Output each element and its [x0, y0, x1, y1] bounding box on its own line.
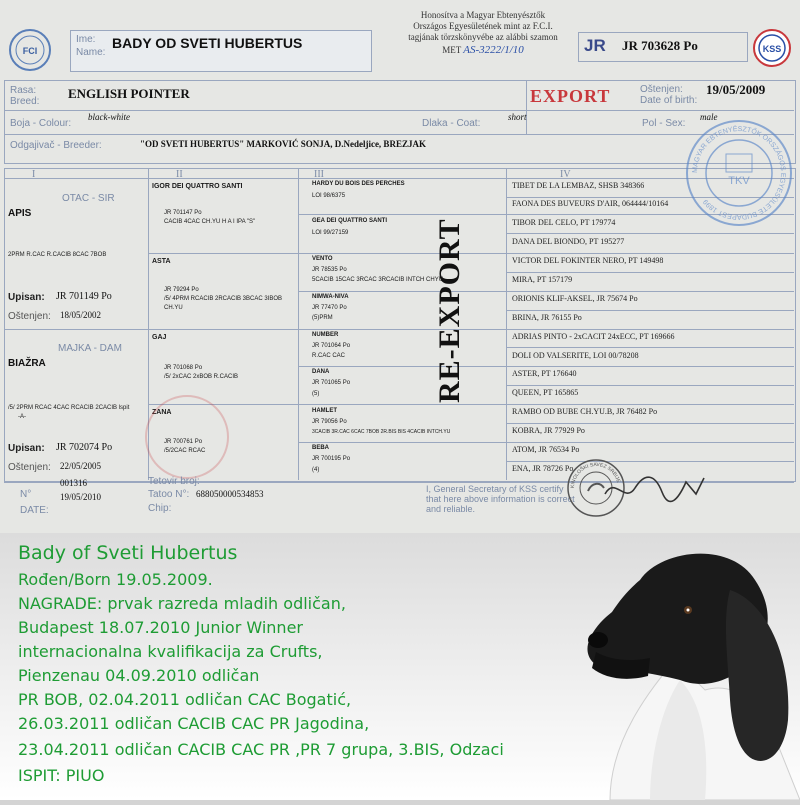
description-line-2: NAGRADE: prvak razreda mladih odličan,	[18, 594, 346, 613]
dam-date: 22/05/2005	[60, 461, 102, 471]
c4-11: QUEEN, PT 165865	[512, 388, 579, 397]
c3-4-titles: R.CAC CAC	[312, 353, 346, 359]
c4-3: DANA DEL BIONDO, PT 195277	[512, 237, 625, 246]
c3-2-titles: 5CACIB 15CAC 3RCAC 3RCACIB INTCH CHYU	[312, 277, 444, 283]
description-line-7: 26.03.2011 odličan CACIB CAC PR Jagodina,	[18, 714, 370, 733]
chip-label: Chip:	[148, 503, 172, 514]
c3-7-name: BEBA	[312, 445, 330, 451]
c4-13: KOBRA, JR 77929 Po	[512, 426, 585, 435]
re-export-stamp: RE-EXPORT	[433, 218, 466, 403]
dgs-titles: /5/ 2xCAC 2xBOB R.CACIB	[164, 374, 239, 380]
c3-6-titles: 3CACIB 3R.CAC 6CAC 7BOB 2R.BIS BIS 4CACIB INTCH.YU	[312, 429, 451, 435]
gs-name: IGOR DEI QUATTRO SANTI	[152, 183, 243, 190]
dob-value: 19/05/2009	[706, 82, 766, 97]
c4-2: TIBOR DEL CELO, PT 179774	[512, 218, 616, 227]
col-header-2: II	[176, 169, 183, 180]
met-number: AS-3222/1/10	[463, 44, 524, 56]
odgajivac-label: Odgajivač - Breeder:	[10, 140, 102, 151]
boja-label: Boja - Colour:	[10, 118, 72, 129]
description-line-4: internacionalna kvalifikacija za Crufts,	[18, 642, 323, 661]
date-value: 19/05/2010	[60, 492, 102, 502]
c4-15: ENA, JR 78726 Po	[512, 464, 574, 473]
signature	[600, 470, 710, 510]
jr-prefix: JR	[584, 36, 606, 55]
tetovir-label: Tetovir broj:	[148, 476, 200, 487]
description-line-5: Pienzenau 04.09.2010 odličan	[18, 666, 260, 685]
c4-6: ORIONIS KLIF-AKSEL, JR 75674 Po	[512, 294, 638, 303]
rasa-label: Rasa:	[10, 85, 37, 96]
hungary-line2: Országos Egyesületének mint az F.C.I.	[413, 21, 553, 31]
no-label: N°	[20, 489, 32, 500]
sire-upisan-label: Upisan:	[8, 292, 45, 303]
c4-7: BRINA, JR 76155 Po	[512, 313, 582, 322]
c3-3-titles: (5)PRM	[312, 315, 333, 321]
c3-3-name: NIMWA-NIVA	[312, 294, 349, 300]
c4-14: ATOM, JR 76534 Po	[512, 445, 580, 454]
svg-text:TKV: TKV	[728, 175, 750, 187]
c3-1-name: GEA DEI QUATTRO SANTI	[312, 218, 387, 224]
no-value: 001316	[60, 478, 87, 488]
dgd-reg: JR 700761 Po	[164, 439, 203, 445]
dgd-titles: /5/2CAC RCAC	[164, 448, 206, 454]
c3-2-reg: JR 78535 Po	[312, 267, 347, 273]
hungarian-stamp	[684, 118, 794, 228]
c3-5-titles: (5)	[312, 391, 320, 397]
dam-reg: JR 702074 Po	[56, 442, 113, 453]
hungary-note	[388, 10, 578, 56]
description-line-9: ISPIT: PIUO	[18, 766, 105, 785]
c4-10: ASTER, PT 176640	[512, 369, 577, 378]
breeder-value: "OD SVETI HUBERTUS" MARKOVIĆ SONJA, D.Nedeljice, BREZJAK	[140, 139, 426, 149]
certify-line3: and reliable.	[426, 504, 476, 514]
dgs-reg: JR 701068 Po	[164, 365, 203, 371]
dam-label: MAJKA - DAM	[58, 343, 122, 354]
date-label: DATE:	[20, 505, 49, 516]
c4-0: TIBET DE LA LEMBAZ, SHSB 348366	[512, 181, 645, 190]
c3-0-name: HARDY DU BOIS DES PERCHES	[312, 181, 405, 187]
gs-titles: CACIB 4CAC CH.YU H A I IPA "S"	[164, 219, 256, 225]
sire-osten-label: Oštenjen:	[8, 311, 51, 322]
c4-9: DOLI OD VALSERITE, LOI 00/78208	[512, 351, 639, 360]
sire-name: APIS	[8, 208, 32, 219]
ime-label: Ime:	[76, 34, 96, 45]
c3-5-reg: JR 701065 Po	[312, 380, 351, 386]
dob-label: Date of birth:	[640, 95, 698, 106]
dam-name: BIAŽRA	[8, 358, 46, 369]
c4-1: FAONA DES BUVEURS D'AIR, 064444/10164	[512, 199, 669, 208]
col-header-1: I	[32, 169, 36, 180]
otenjen-label: Oštenjen:	[640, 84, 683, 95]
col-header-4: IV	[560, 169, 571, 180]
dam-titles: /5/ 2PRM RCAC 4CAC RCACIB 2CACIB lspit	[8, 405, 130, 411]
gs-reg: JR 701147 Po	[164, 210, 202, 216]
c4-5: MIRA, PT 157179	[512, 275, 573, 284]
breed-label: Breed:	[10, 96, 40, 107]
breed-value: ENGLISH POINTER	[68, 86, 190, 101]
gd-extra: CH.YU	[164, 305, 183, 311]
dam-osten-label: Oštenjen:	[8, 462, 51, 473]
dgd-name: ZANA	[152, 409, 172, 416]
c4-4: VICTOR DEL FOKINTER NERO, PT 149498	[512, 256, 664, 265]
sex-value: male	[700, 112, 718, 122]
gd-reg: JR 79294 Po	[164, 287, 199, 293]
fci-logo	[8, 28, 52, 72]
export-stamp: EXPORT	[530, 86, 611, 106]
tattoo-label: Tatoo N°:	[148, 489, 190, 500]
description-line-6: PR BOB, 02.04.2011 odličan CAC Bogatić,	[18, 690, 352, 709]
hungary-line1: Honosítva a Magyar Ebtenyésztők	[420, 10, 546, 20]
dgs-name: GAJ	[152, 334, 167, 341]
svg-text:FCI: FCI	[22, 46, 38, 56]
dam-extra: -A-	[18, 414, 26, 420]
pol-label: Pol - Sex:	[642, 118, 686, 129]
dog-name: BADY OD SVETI HUBERTUS	[112, 35, 303, 51]
col-header-3: III	[314, 169, 324, 180]
c3-4-name: NUMBER	[312, 332, 339, 338]
c3-2-name: VENTO	[312, 256, 333, 262]
c3-4-reg: JR 701064 Po	[312, 343, 351, 349]
sire-reg: JR 701149 Po	[56, 291, 112, 302]
c3-0-reg: LOI 98/6375	[312, 193, 346, 199]
gd-titles: /5/ 4PRM RCACIB 2RCACIB 3BCAC 3IBOB	[164, 296, 283, 302]
c3-7-titles: (4)	[312, 467, 320, 473]
hungary-line3: tagjának törzskönyvébe az alábbi szamon	[408, 32, 558, 42]
chip-value: 688050000534853	[196, 489, 264, 499]
sire-date: 18/05/2002	[60, 310, 102, 320]
description-line-1: Rođen/Born 19.05.2009.	[18, 570, 213, 589]
c3-1-reg: LOI 99/27159	[312, 230, 349, 236]
svg-text:MAGYAR EBTENYÉSZTŐK ORSZÁGOS E: MAGYAR EBTENYÉSZTŐK ORSZÁGOS EGYESÜLETE BUDAPEST 1899	[691, 125, 787, 221]
dlaka-label: Dlaka - Coat:	[422, 118, 481, 129]
sire-titles: 2PRM R.CAC R.CACIB 8CAC 7BOB	[8, 252, 107, 258]
met-prefix: MET	[442, 45, 462, 55]
svg-text:KINOLOŠKI SAVEZ SRBIJE: KINOLOŠKI SAVEZ SRBIJE	[569, 461, 622, 489]
coat-value: short	[508, 112, 527, 122]
c3-6-name: HAMLET	[312, 408, 337, 414]
certify-line1: I, General Secretary of KSS certify	[426, 484, 564, 494]
c3-6-reg: JR 79056 Po	[312, 419, 347, 425]
c3-5-name: DANA	[312, 369, 330, 375]
dog-photo	[500, 540, 800, 800]
c3-3-reg: JR 77470 Po	[312, 305, 347, 311]
colour-value: black-white	[88, 112, 130, 122]
c3-7-reg: JR 700195 Po	[312, 456, 351, 462]
name-label: Name:	[76, 47, 106, 58]
c4-8: ADRIAS PINTO - 2xCACIT 24xECC, PT 169666	[512, 332, 675, 341]
red-stamp	[145, 395, 229, 479]
sire-label: OTAC - SIR	[62, 193, 115, 204]
registration-number: JR 703628 Po	[622, 38, 698, 53]
dam-upisan-label: Upisan:	[8, 443, 45, 454]
certify-line2: that here above information is correct	[426, 494, 575, 504]
description-title: Bady of Sveti Hubertus	[18, 542, 238, 564]
svg-text:KSS: KSS	[762, 44, 782, 54]
description-line-8: 23.04.2011 odličan CACIB CAC PR ,PR 7 grupa, 3.BIS, Odzaci	[18, 740, 504, 759]
c4-12: RAMBO OD BUBE CH.YU.B, JR 76482 Po	[512, 407, 658, 416]
gd-name: ASTA	[152, 258, 171, 265]
description-line-3: Budapest 18.07.2010 Junior Winner	[18, 618, 303, 637]
kss-logo	[752, 28, 792, 68]
